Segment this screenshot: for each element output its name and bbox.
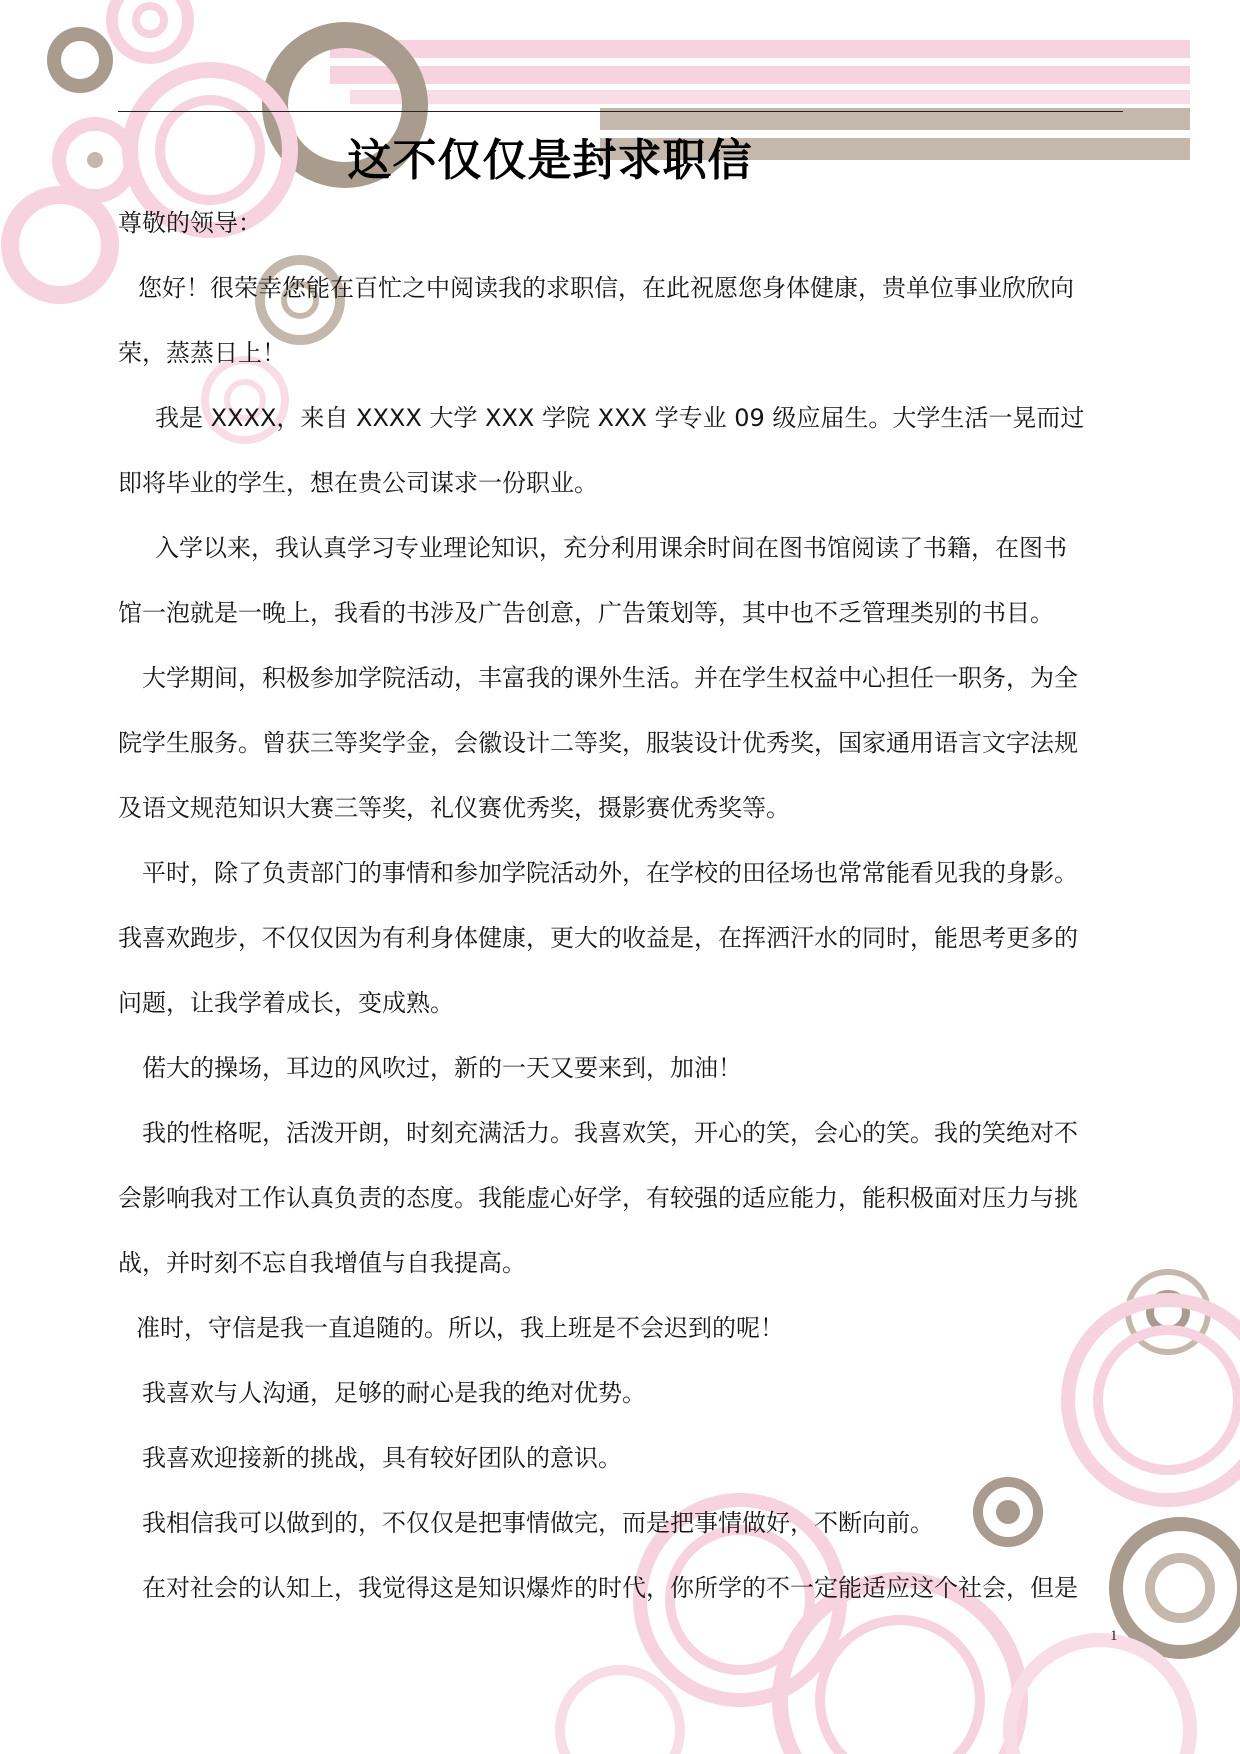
body-line: 入学以来，我认真学习专业理论知识，充分利用课余时间在图书馆阅读了书籍，在图书 [155,534,1067,562]
body-line: 偌大的操场，耳边的风吹过，新的一天又要来到，加油！ [142,1054,742,1082]
body-line: 在对社会的认知上，我觉得这是知识爆炸的时代，你所学的不一定能适应这个社会，但是 [142,1574,1078,1602]
body-line: 我喜欢与人沟通，足够的耐心是我的绝对优势。 [142,1379,646,1407]
page-number: 1 [1110,1628,1118,1644]
body-line: 大学期间，积极参加学院活动，丰富我的课外生活。并在学生权益中心担任一职务，为全 [142,664,1078,692]
body-line: 及语文规范知识大赛三等奖，礼仪赛优秀奖，摄影赛优秀奖等。 [118,794,790,822]
body-line: 即将毕业的学生，想在贵公司谋求一份职业。 [118,469,598,497]
body-line: 我相信我可以做到的，不仅仅是把事情做完，而是把事情做好，不断向前。 [142,1509,934,1537]
body-line: 会影响我对工作认真负责的态度。我能虚心好学，有较强的适应能力，能积极面对压力与挑 [118,1184,1078,1212]
body-line: 荣，蒸蒸日上！ [118,339,286,367]
body-line: 您好！很荣幸您能在百忙之中阅读我的求职信，在此祝愿您身体健康，贵单位事业欣欣向 [138,274,1074,302]
header-rule [118,111,1123,112]
body-line: 我喜欢跑步，不仅仅因为有利身体健康，更大的收益是，在挥洒汗水的同时，能思考更多的 [118,924,1078,952]
salutation: 尊敬的领导： [118,209,262,237]
body-line: 我的性格呢，活泼开朗，时刻充满活力。我喜欢笑，开心的笑，会心的笑。我的笑绝对不 [142,1119,1078,1147]
body-line: 准时，守信是我一直追随的。所以，我上班是不会迟到的呢！ [136,1314,784,1342]
body-line: 我喜欢迎接新的挑战，具有较好团队的意识。 [142,1444,622,1472]
body-line: 院学生服务。曾获三等奖学金，会徽设计二等奖，服装设计优秀奖，国家通用语言文字法规 [118,729,1078,757]
body-line: 战，并时刻不忘自我增值与自我提高。 [118,1249,526,1277]
body-line: 平时，除了负责部门的事情和参加学院活动外，在学校的田径场也常常能看见我的身影。 [142,859,1078,887]
body-line: 我是 XXXX，来自 XXXX 大学 XXX 学院 XXX 学专业 09 级应届生。大学生活一晃而过 [155,404,1085,432]
page-title: 这不仅仅是封求职信 [347,135,753,186]
body-line: 馆一泡就是一晚上，我看的书涉及广告创意，广告策划等，其中也不乏管理类别的书目。 [118,599,1054,627]
body-line: 问题，让我学着成长，变成熟。 [118,989,454,1017]
